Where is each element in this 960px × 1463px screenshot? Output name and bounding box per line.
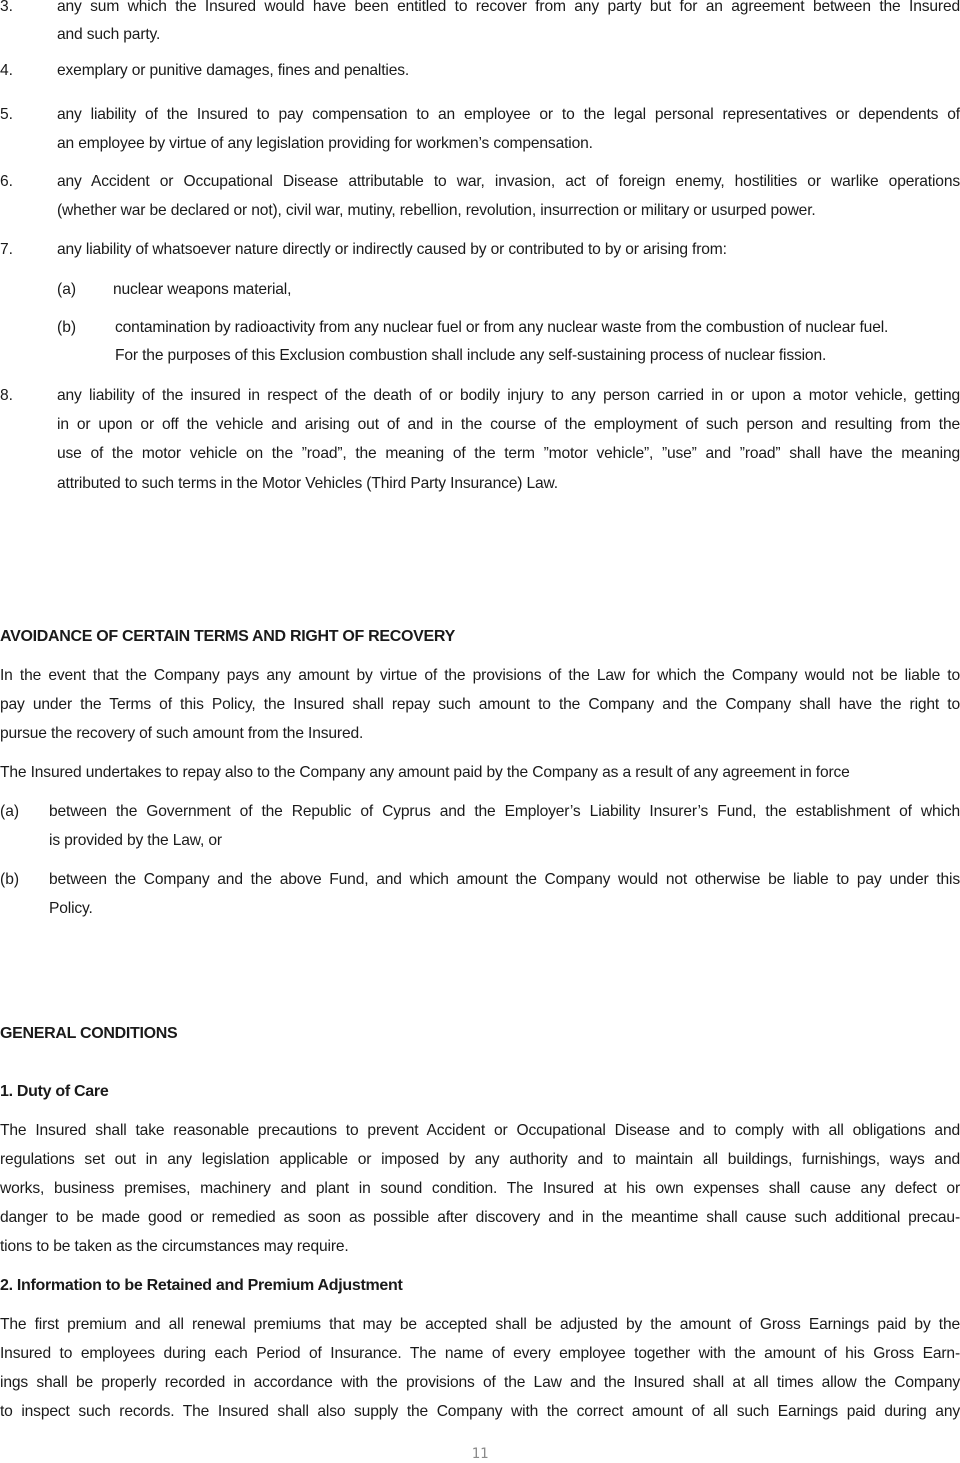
list-item-text: between the Company and the above Fund, and which amount the Company would not otherwise be liable to pay under this [49, 871, 960, 888]
sub-item-label: (a) [57, 281, 77, 298]
exclusion-number: 8. [0, 387, 14, 404]
sub-item-text: contamination by radioactivity from any nuclear fuel or from any nuclear waste from the combustion of nuclear fuel. [115, 319, 889, 336]
paragraph-line: The first premium and all renewal premiums that may be accepted shall be adjusted by the amount of Gross Earnings paid by the [0, 1316, 960, 1333]
paragraph-line: The Insured shall take reasonable precautions to prevent Accident or Occupational Disease and to comply with all obligations and [0, 1122, 960, 1139]
exclusion-number: 3. [0, 0, 14, 15]
paragraph-line: Insured to employees during each Period of Insurance. The name of every employee together with the amount of his Gross Earn- [0, 1345, 960, 1362]
exclusion-text-line: an employee by virtue of any legislation providing for workmen’s compensation. [57, 135, 593, 152]
list-item-text: between the Government of the Republic of Cyprus and the Employer’s Liability Insurer’s Fund, the establishment of which [49, 803, 960, 820]
paragraph-line: The Insured undertakes to repay also to the Company any amount paid by the Company as a result of any agreement in force [0, 764, 850, 781]
sub-item-text: For the purposes of this Exclusion combustion shall include any self-sustaining process of nuclear fission. [115, 347, 827, 364]
exclusion-text-line: any Accident or Occupational Disease attributable to war, invasion, act of foreign enemy, hostilities or warlike operations [57, 173, 960, 190]
section-heading: GENERAL CONDITIONS [0, 1025, 178, 1042]
paragraph-line: In the event that the Company pays any amount by virtue of the provisions of the Law for which the Company would not be liable to [0, 667, 960, 684]
exclusion-text-line: use of the motor vehicle on the ”road”, the meaning of the term ”motor vehicle”, ”use” and ”road” shall have the meaning [57, 445, 960, 462]
subsection-title: 1. Duty of Care [0, 1083, 109, 1100]
exclusion-text-line: in or upon or off the vehicle and arising out of and in the course of the employment of such person and resulting from the [57, 416, 960, 433]
page-number: 11 [471, 1446, 489, 1462]
paragraph-line: ings shall be properly recorded in accordance with the provisions of the Law and the Insured shall at all times allow the Company [0, 1374, 960, 1391]
paragraph-line: danger to be made good or remedied as soon as possible after discovery and in the meantime shall cause such additional precau- [0, 1209, 960, 1226]
exclusion-text-line: exemplary or punitive damages, fines and penalties. [57, 62, 410, 79]
exclusion-number: 7. [0, 241, 14, 258]
exclusion-number: 6. [0, 173, 14, 190]
sub-item-text: nuclear weapons material, [113, 281, 292, 298]
paragraph-line: tions to be taken as the circumstances may require. [0, 1238, 349, 1255]
subsection-title: 2. Information to be Retained and Premium Adjustment [0, 1277, 403, 1294]
exclusion-text-line: any liability of whatsoever nature directly or indirectly caused by or contributed to by or arising from: [57, 241, 727, 258]
list-item-text: is provided by the Law, or [49, 832, 222, 849]
paragraph-line: to inspect such records. The Insured shall also supply the Company with the correct amount of all such Earnings paid during any [0, 1403, 960, 1420]
paragraph-line: works, business premises, machinery and plant in sound condition. The Insured at his own expenses shall cause any defect or [0, 1180, 960, 1197]
exclusion-text-line: any liability of the insured in respect of the death of or bodily injury to any person carried in or upon a motor vehicle, getting [57, 387, 960, 404]
exclusion-number: 4. [0, 62, 14, 79]
exclusion-text-line: and such party. [57, 26, 161, 43]
exclusion-text-line: attributed to such terms in the Motor Vehicles (Third Party Insurance) Law. [57, 475, 558, 492]
exclusion-number: 5. [0, 106, 14, 123]
sub-item-label: (b) [57, 319, 77, 336]
exclusion-text-line: (whether war be declared or not), civil war, mutiny, rebellion, revolution, insurrection or military or usurped power. [57, 202, 816, 219]
list-item-text: Policy. [49, 900, 93, 917]
paragraph-line: pursue the recovery of such amount from the Insured. [0, 725, 364, 742]
section-heading: AVOIDANCE OF CERTAIN TERMS AND RIGHT OF RECOVERY [0, 628, 455, 645]
list-item-label: (b) [0, 871, 20, 888]
paragraph-line: regulations set out in any legislation applicable or imposed by any authority and to maintain all buildings, furnishings, ways and [0, 1151, 960, 1168]
exclusion-text-line: any liability of the Insured to pay compensation to an employee or to the legal personal representatives or dependents of [57, 106, 960, 123]
list-item-label: (a) [0, 803, 20, 820]
paragraph-line: pay under the Terms of this Policy, the Insured shall repay such amount to the Company and the Company shall have the right to [0, 696, 960, 713]
exclusion-text-line: any sum which the Insured would have been entitled to recover from any party but for an agreement between the Insured [57, 0, 960, 15]
